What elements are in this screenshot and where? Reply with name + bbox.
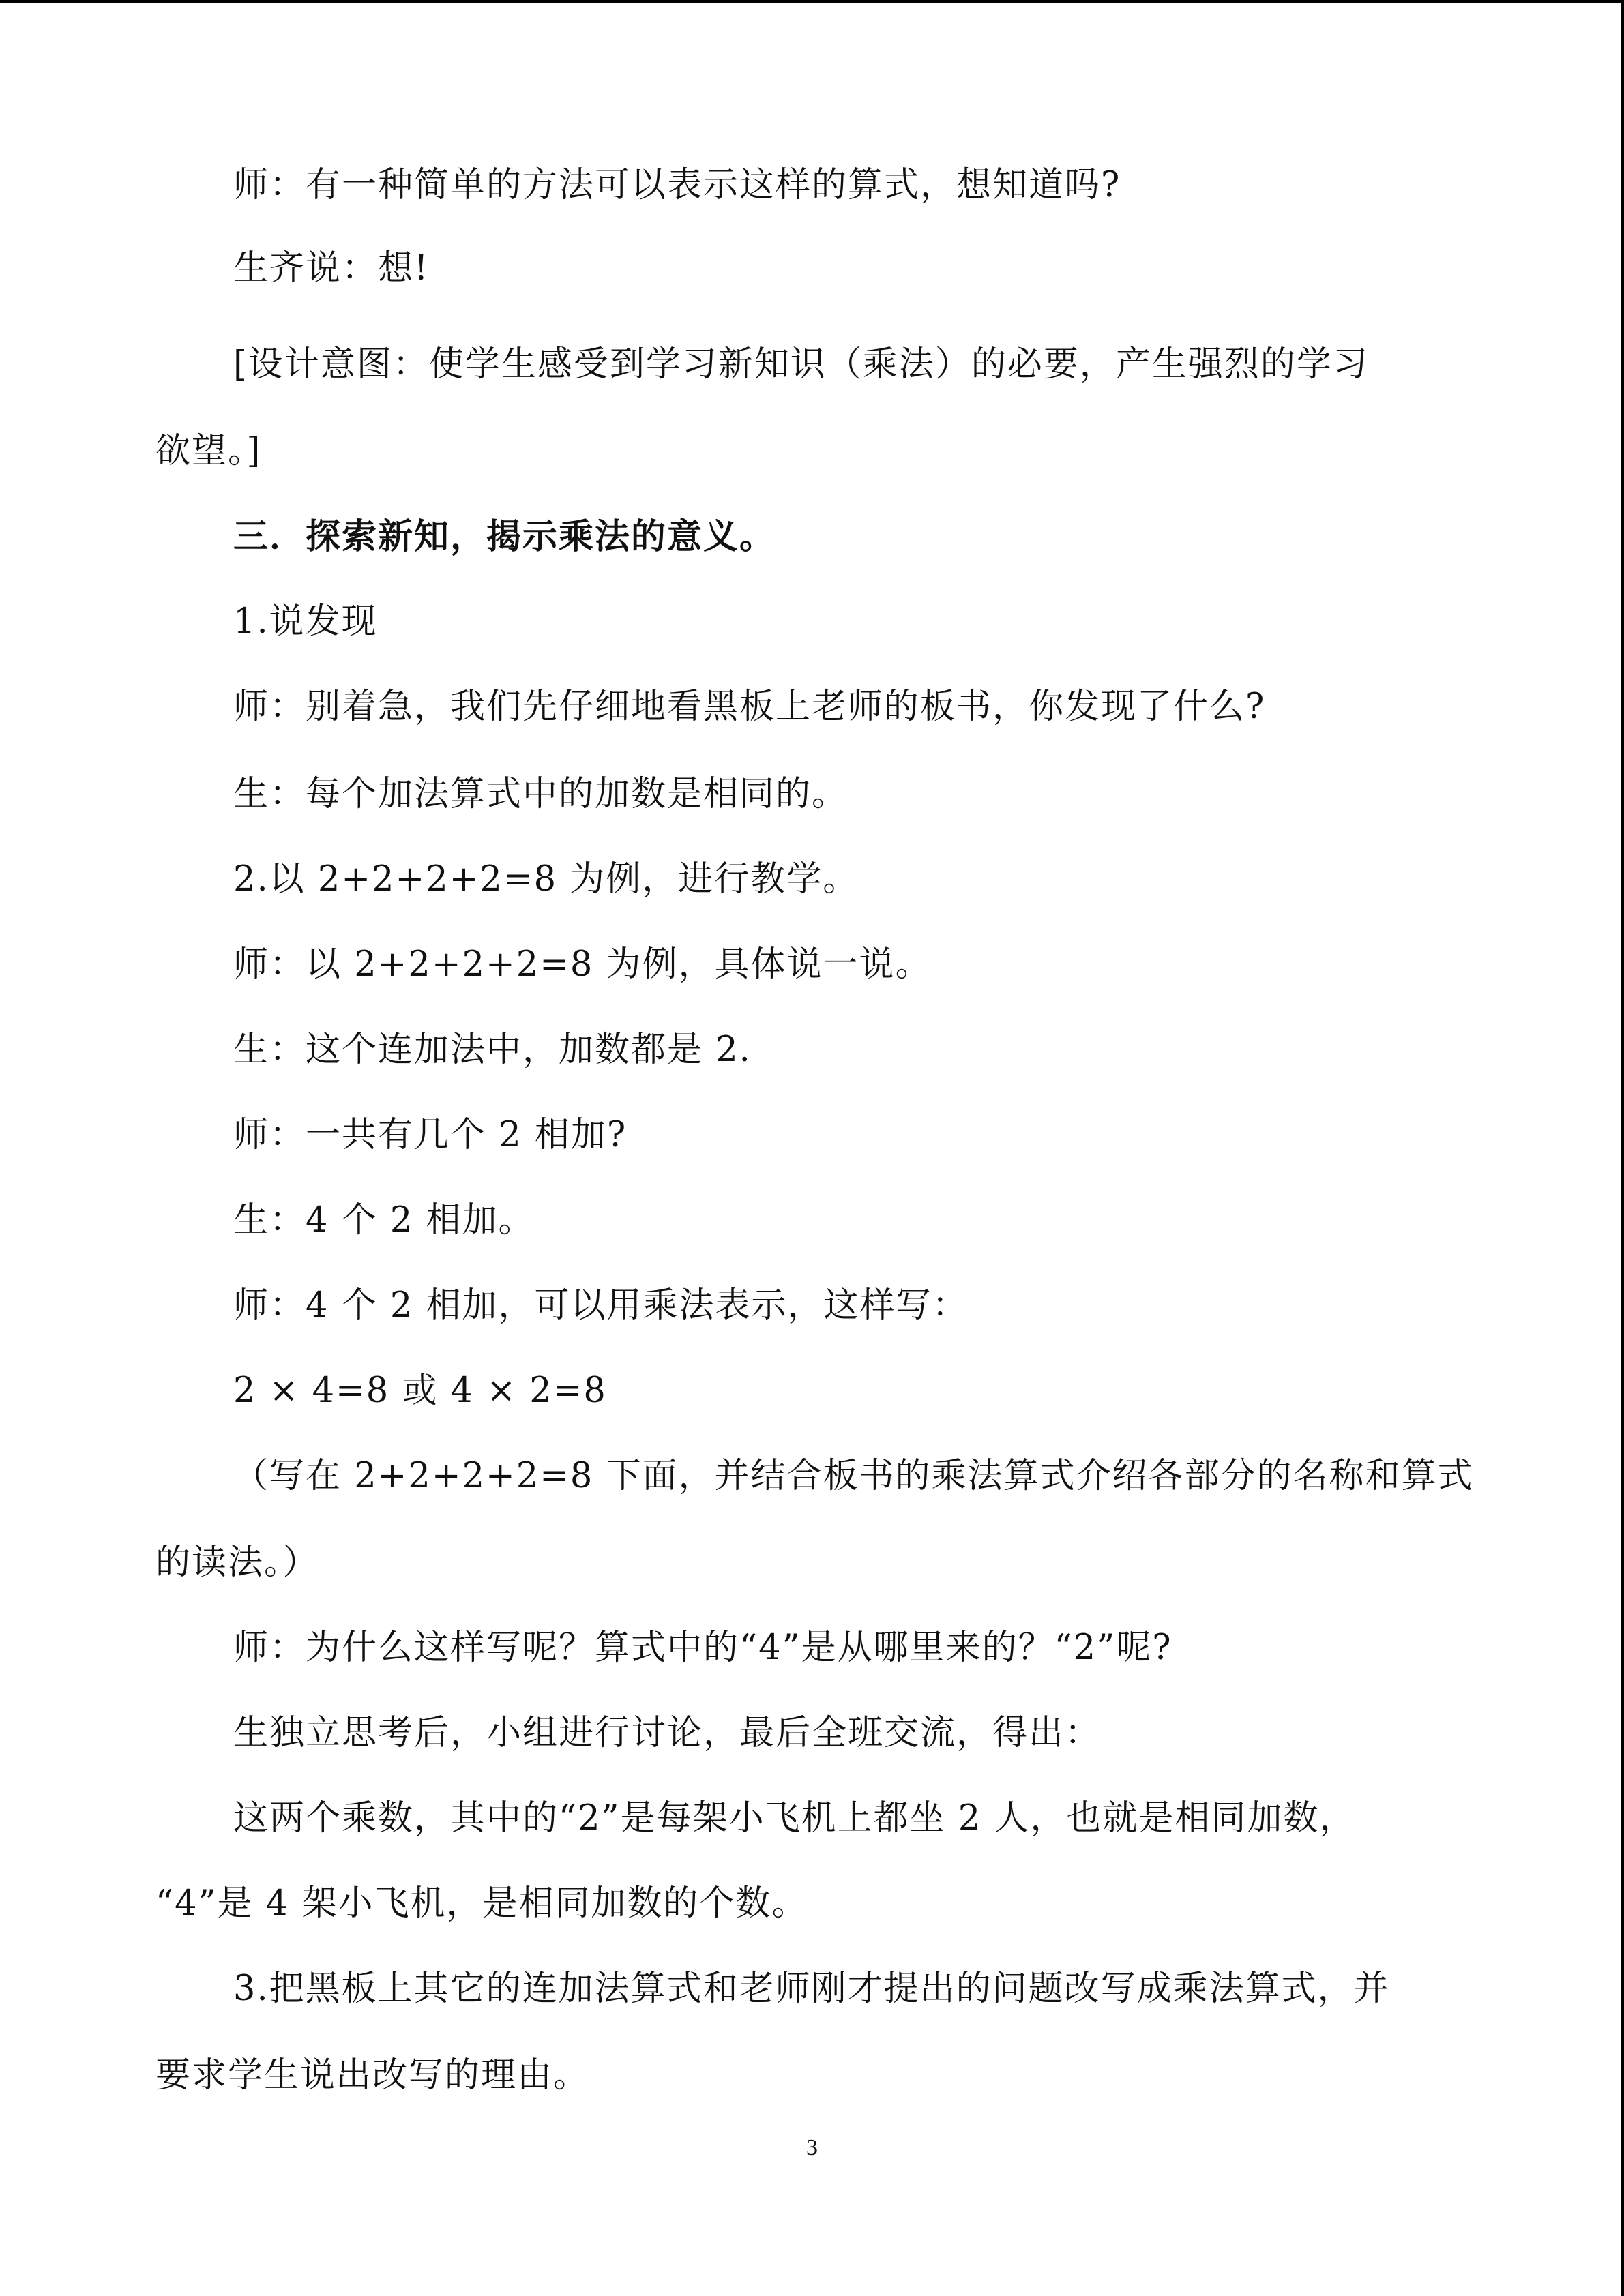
paragraph-line: 师：别着急，我们先仔细地看黑板上老师的板书，你发现了什么?: [233, 687, 1266, 727]
paragraph-line: 师：有一种简单的方法可以表示这样的算式，想知道吗?: [233, 165, 1121, 205]
section-heading: 三．探索新知，揭示乘法的意义。: [233, 516, 776, 557]
subheading-line: 2.以 2+2+2+2=8 为例，进行教学。: [233, 859, 859, 899]
paragraph-line: 生独立思考后，小组进行讨论，最后全班交流，得出：: [233, 1713, 1102, 1753]
formula-line: 2 × 4=8 或 4 × 2=8: [233, 1371, 607, 1411]
paragraph-line: 师：为什么这样写呢？算式中的“4”是从哪里来的？“2”呢?: [233, 1628, 1172, 1668]
page-number: 3: [806, 2135, 818, 2160]
paragraph-line: 的读法。）: [156, 1542, 319, 1583]
paragraph-line: 要求学生说出改写的理由。: [156, 2055, 590, 2096]
subheading-line: 1.说发现: [233, 601, 378, 642]
paragraph-line: 生齐说：想!: [233, 248, 430, 288]
paragraph-line: 生：4 个 2 相加。: [233, 1200, 535, 1240]
paragraph-line: 生：这个连加法中，加数都是 2.: [233, 1030, 752, 1070]
paragraph-line: 这两个乘数，其中的“2”是每架小飞机上都坐 2 人，也就是相同加数，: [233, 1798, 1356, 1838]
paragraph-line: 生：每个加法算式中的加数是相同的。: [233, 774, 848, 814]
paragraph-line: “4”是 4 架小飞机，是相同加数的个数。: [156, 1883, 808, 1924]
paragraph-line: 师：4 个 2 相加，可以用乘法表示，这样写：: [233, 1285, 969, 1326]
top-border-line: [0, 0, 1624, 3]
paragraph-line: 欲望。]: [156, 431, 262, 471]
paragraph-line: 师：一共有几个 2 相加?: [233, 1115, 628, 1155]
right-border-line: [1621, 0, 1624, 2296]
paragraph-line: 师：以 2+2+2+2=8 为例，具体说一说。: [233, 944, 932, 985]
subheading-line: 3.把黑板上其它的连加法算式和老师刚才提出的问题改写成乘法算式，并: [233, 1969, 1390, 2009]
paragraph-line: [设计意图：使学生感受到学习新知识（乘法）的必要，产生强烈的学习: [233, 344, 1369, 385]
paragraph-line: （写在 2+2+2+2=8 下面，并结合板书的乘法算式介绍各部分的名称和算式: [233, 1456, 1474, 1496]
